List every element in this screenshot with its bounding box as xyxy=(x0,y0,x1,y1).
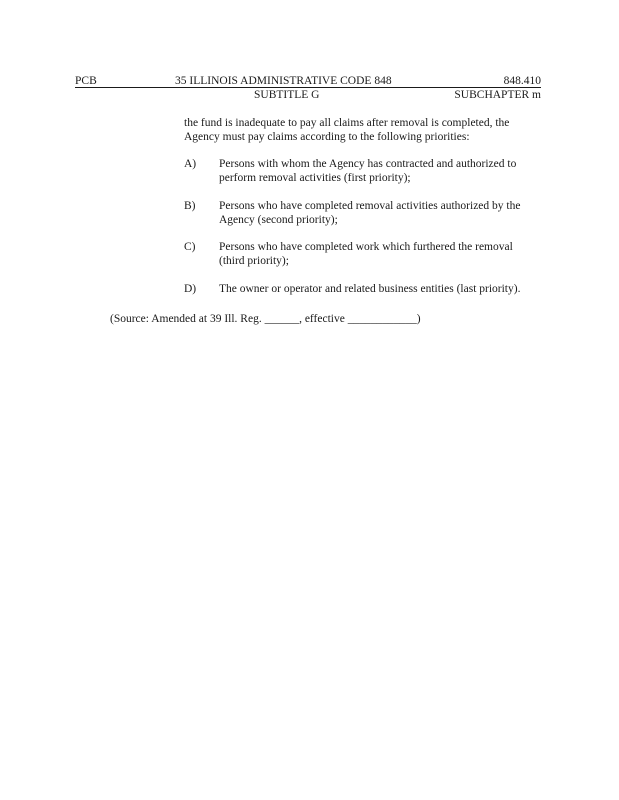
intro-line-1: the fund is inadequate to pay all claims after removal is completed, the xyxy=(184,117,510,129)
running-header-line-2 xyxy=(75,88,541,102)
item-text xyxy=(219,199,544,227)
item-letter: B) xyxy=(184,200,196,212)
item-letter: A) xyxy=(184,158,197,170)
item-line-2: (third priority); xyxy=(219,255,289,267)
header-code-title: 35 ILLINOIS ADMINISTRATIVE CODE 848 xyxy=(175,75,392,87)
item-line-2: perform removal activities (first priority); xyxy=(219,172,411,184)
item-text xyxy=(219,240,544,268)
item-line-2: Agency (second priority); xyxy=(219,214,338,226)
source-note: (Source: Amended at 39 Ill. Reg. ______, effective ____________) xyxy=(110,313,421,325)
item-letter: D) xyxy=(184,283,197,295)
running-header-line-1 xyxy=(75,74,541,88)
header-subtitle: SUBTITLE G xyxy=(254,89,320,101)
item-line-1: The owner or operator and related business entities (last priority). xyxy=(219,283,521,295)
item-line-1: Persons with whom the Agency has contracted and authorized to xyxy=(219,158,517,170)
item-line-1: Persons who have completed removal activities authorized by the xyxy=(219,200,521,212)
item-letter: C) xyxy=(184,241,196,253)
item-text xyxy=(219,157,544,185)
header-section-number: 848.410 xyxy=(503,75,541,87)
header-subchapter: SUBCHAPTER m xyxy=(454,89,541,101)
intro-line-2: Agency must pay claims according to the following priorities: xyxy=(184,131,470,143)
intro-paragraph xyxy=(184,116,544,144)
item-text xyxy=(219,282,544,296)
item-line-1: Persons who have completed work which furthered the removal xyxy=(219,241,513,253)
header-agency: PCB xyxy=(75,75,97,87)
